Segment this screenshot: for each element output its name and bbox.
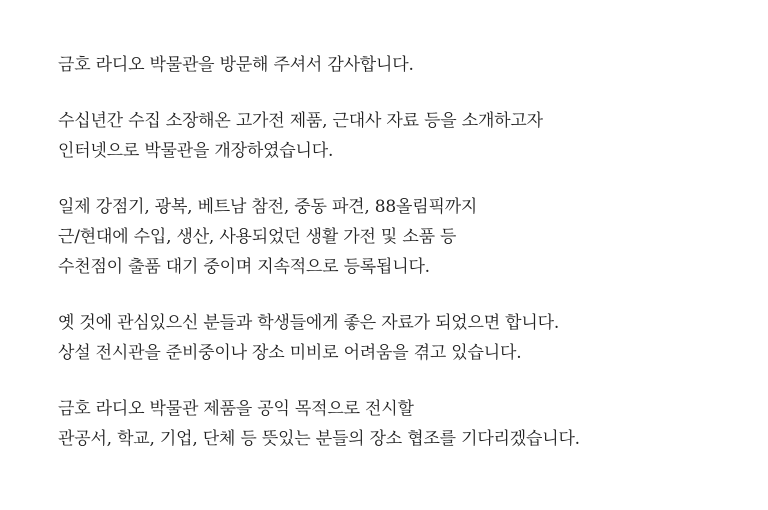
text-line: 수십년간 수집 소장해온 고가전 제품, 근대사 자료 등을 소개하고자 (58, 111, 543, 131)
text-line: 상설 전시관을 준비중이나 장소 미비로 어려움을 겪고 있습니다. (58, 343, 522, 363)
text-line: 금호 라디오 박물관 제품을 공익 목적으로 전시할 (58, 399, 414, 419)
intro-paragraph (58, 106, 758, 166)
text-line: 금호 라디오 박물관을 방문해 주셔서 감사합니다. (58, 55, 414, 75)
museum-notice (58, 50, 758, 480)
text-line: 인터넷으로 박물관을 개장하였습니다. (58, 141, 334, 161)
request-paragraph (58, 394, 758, 454)
text-line: 근/현대에 수입, 생산, 사용되었던 생활 가전 및 소품 등 (58, 227, 457, 247)
greeting-paragraph (58, 50, 758, 80)
text-line: 일제 강점기, 광복, 베트남 참전, 중동 파견, 88올림픽까지 (58, 197, 478, 217)
text-line: 수천점이 출품 대기 중이며 지속적으로 등록됩니다. (58, 257, 430, 277)
collection-paragraph (58, 192, 758, 282)
text-line: 옛 것에 관심있으신 분들과 학생들에게 좋은 자료가 되었으면 합니다. (58, 313, 560, 333)
text-line: 관공서, 학교, 기업, 단체 등 뜻있는 분들의 장소 협조를 기다리겠습니다. (58, 429, 580, 449)
hope-paragraph (58, 308, 758, 368)
